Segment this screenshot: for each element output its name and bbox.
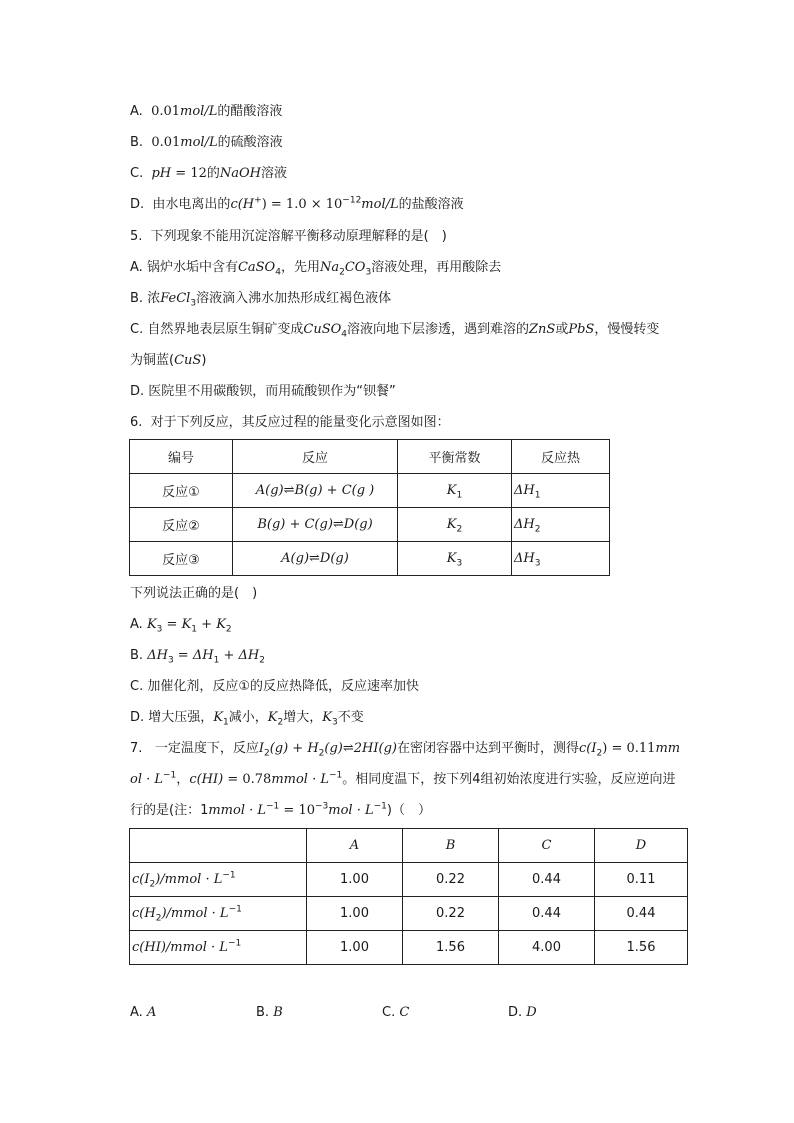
q7-stem-line2: ol · $L^{-1}$，c(HI) = 0.78mmol · $L^{-1}$。相同度温下，按下列4组初始浓度进行实验，反应逆向进 bbox=[130, 770, 676, 787]
q7-stem-line1: 7. 一定温度下，反应$I_2(g)$ + $H_2(g)\rightleftharpoons 2HI(g)$在密闭容器中达到平衡时，测得$c(I_2) = 0.11mm$ bbox=[130, 741, 681, 759]
cell-value: 1.00 bbox=[307, 931, 403, 965]
q7-option-d: D. D bbox=[508, 1005, 537, 1020]
row-k: $K_1$ bbox=[398, 474, 512, 508]
q7-options bbox=[0, 1003, 794, 1023]
row-k: $K_3$ bbox=[398, 542, 512, 576]
q5-stem: 5. 下列现象不能用沉淀溶解平衡移动原理解释的是( ) bbox=[130, 229, 447, 244]
header-cell: 反应 bbox=[233, 440, 398, 474]
cell-value: 1.00 bbox=[307, 863, 403, 897]
row-id: 反应② bbox=[130, 508, 233, 542]
row-k: $K_2$ bbox=[398, 508, 512, 542]
q4-option-c: C. pH = 12的NaOH溶液 bbox=[130, 166, 288, 181]
cell-value: 1.56 bbox=[403, 931, 499, 965]
header-cell: B bbox=[403, 829, 499, 863]
cell-value: 1.00 bbox=[307, 897, 403, 931]
cell-value: 0.22 bbox=[403, 897, 499, 931]
q6-reaction-table bbox=[129, 439, 610, 576]
q6-option-d: D. 增大压强，$K_1$减小，$K_2$增大，$K_3$不变 bbox=[130, 710, 364, 728]
q6-stem: 6. 对于下列反应，其反应过程的能量变化示意图如图： bbox=[130, 415, 450, 430]
row-label: $c(I_2)$/mmol · $L^{-1}$ bbox=[130, 863, 307, 897]
row-id: 反应① bbox=[130, 474, 233, 508]
q7-stem-line3: 行的是(注：1mmol · $L^{-1} = 10^{-3}mol \cdot L^{-1}$)（ ） bbox=[130, 801, 431, 818]
cell-value: 1.56 bbox=[595, 931, 688, 965]
table-row bbox=[130, 508, 610, 542]
q4-option-d: D. 由水电离出的$c(H^+) = 1.0 \times 10^{-12}mol/L$的盐酸溶液 bbox=[130, 195, 464, 212]
table-row bbox=[130, 931, 688, 965]
header-cell: 反应热 bbox=[512, 440, 610, 474]
table-header-row bbox=[130, 829, 688, 863]
q4-option-a: A. 0.01mol/L的醋酸溶液 bbox=[130, 104, 283, 119]
cell-value: 4.00 bbox=[499, 931, 595, 965]
q5-option-b: B. 浓FeCl$_3$溶液滴入沸水加热形成红褐色液体 bbox=[130, 291, 392, 309]
row-h: $\Delta H_3$ bbox=[512, 542, 610, 576]
cell-value: 0.11 bbox=[595, 863, 688, 897]
header-cell: C bbox=[499, 829, 595, 863]
cell-value: 0.22 bbox=[403, 863, 499, 897]
row-h: $\Delta H_1$ bbox=[512, 474, 610, 508]
q5-option-c: C. 自然界地表层原生铜矿变成CuSO$_4$溶液向地下层渗透，遇到难溶的ZnS或PbS，慢慢转变 bbox=[130, 322, 660, 340]
q6-option-a: A. $K_3 = K_1 + K_2$ bbox=[130, 617, 232, 635]
q5-option-d: D. 医院里不用碳酸钡，而用硫酸钡作为“钡餐” bbox=[130, 384, 396, 399]
row-reaction: A(g)⇌B(g) + C(g ) bbox=[233, 474, 398, 508]
q6-option-c: C. 加催化剂，反应①的反应热降低，反应速率加快 bbox=[130, 679, 420, 694]
row-id: 反应③ bbox=[130, 542, 233, 576]
q6-option-b: B. $\Delta H_3 = \Delta H_1 + \Delta H_2$ bbox=[130, 648, 265, 666]
header-cell: A bbox=[307, 829, 403, 863]
table-row bbox=[130, 897, 688, 931]
row-label: c(HI)/mmol · $L^{-1}$ bbox=[130, 931, 307, 965]
header-cell: D bbox=[595, 829, 688, 863]
table-row bbox=[130, 863, 688, 897]
q6-question: 下列说法正确的是( ) bbox=[130, 586, 258, 601]
table-row bbox=[130, 474, 610, 508]
row-reaction: A(g)⇌D(g) bbox=[233, 542, 398, 576]
row-h: $\Delta H_2$ bbox=[512, 508, 610, 542]
q4-option-b: B. 0.01mol/L的硫酸溶液 bbox=[130, 135, 283, 150]
q5-option-a: A. 锅炉水垢中含有CaSO$_4$，先用$Na_2CO_3$溶液处理，再用酸除去 bbox=[130, 260, 502, 278]
q7-option-b: B. B bbox=[256, 1005, 283, 1020]
q7-option-a: A. A bbox=[130, 1005, 157, 1020]
q7-option-c: C. C bbox=[382, 1005, 410, 1020]
q7-concentration-table bbox=[129, 828, 688, 965]
row-label: $c(H_2)$/mmol · $L^{-1}$ bbox=[130, 897, 307, 931]
table-row bbox=[130, 542, 610, 576]
cell-value: 0.44 bbox=[499, 863, 595, 897]
cell-value: 0.44 bbox=[595, 897, 688, 931]
header-cell: 平衡常数 bbox=[398, 440, 512, 474]
table-header-row bbox=[130, 440, 610, 474]
header-cell bbox=[130, 829, 307, 863]
header-cell: 编号 bbox=[130, 440, 233, 474]
row-reaction: B(g) + C(g)⇌D(g) bbox=[233, 508, 398, 542]
cell-value: 0.44 bbox=[499, 897, 595, 931]
q5-option-c-cont: 为铜蓝(CuS) bbox=[130, 353, 207, 368]
